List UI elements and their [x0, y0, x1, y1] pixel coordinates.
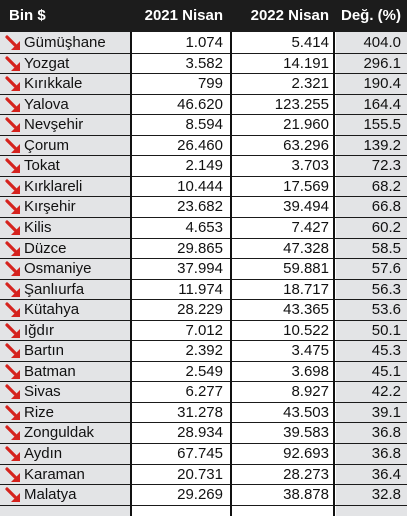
divider-1: [130, 32, 132, 516]
table-row: [0, 280, 407, 300]
value-2022: 8.927: [291, 383, 329, 401]
province-name: Rize: [24, 403, 55, 421]
province-name: Tokat: [24, 157, 60, 175]
divider-2: [230, 32, 232, 516]
change-percent: 32.8: [371, 486, 401, 504]
header-2022: 2022 Nisan: [250, 7, 329, 24]
value-2021: 46.620: [177, 95, 223, 113]
province-name: Kilis: [24, 218, 52, 236]
down-right-arrow-icon: [5, 220, 21, 236]
change-percent: 72.3: [371, 157, 401, 175]
down-right-arrow-icon: [5, 487, 21, 503]
province-name: Şanlıurfa: [24, 280, 85, 298]
down-right-arrow-icon: [5, 302, 21, 318]
header-name: Bin $: [9, 7, 46, 24]
table-header: [0, 0, 407, 32]
value-2022: 92.693: [283, 445, 329, 462]
value-2022: 2.321: [291, 75, 329, 93]
value-2022: 18.717: [283, 280, 329, 298]
value-2021: 67.745: [177, 445, 223, 462]
value-2021: 23.682: [177, 198, 223, 216]
table-row: [0, 465, 407, 485]
province-name: Düzce: [24, 239, 67, 257]
value-2021: 31.278: [177, 403, 223, 421]
change-percent: 45.3: [371, 342, 401, 360]
table-row: [0, 115, 407, 135]
province-name: Zonguldak: [24, 424, 95, 442]
value-2022: 21.960: [283, 116, 329, 134]
down-right-arrow-icon: [5, 117, 21, 133]
province-name: Batman: [24, 362, 76, 380]
change-percent: 50.1: [371, 321, 401, 339]
down-right-arrow-icon: [5, 97, 21, 113]
down-right-arrow-icon: [5, 179, 21, 195]
table-row: [0, 403, 407, 423]
down-right-arrow-icon: [5, 405, 21, 421]
change-percent: 42.2: [371, 383, 401, 401]
province-name: Çorum: [24, 136, 70, 154]
row-separator: [0, 505, 407, 506]
down-right-arrow-icon: [5, 323, 21, 339]
value-2021: 29.865: [177, 239, 223, 257]
province-name: Malatya: [24, 486, 77, 504]
table-row: [0, 444, 407, 464]
down-right-arrow-icon: [5, 425, 21, 441]
down-right-arrow-icon: [5, 76, 21, 92]
value-2022: 38.878: [283, 486, 329, 504]
down-right-arrow-icon: [5, 384, 21, 400]
value-2022: 5.414: [291, 34, 329, 51]
change-percent: 36.8: [371, 424, 401, 442]
value-2022: 39.583: [283, 424, 329, 442]
value-2022: 17.569: [283, 177, 329, 195]
change-percent: 155.5: [363, 116, 401, 134]
change-percent: 45.1: [371, 362, 401, 380]
header-change: Değ. (%): [341, 7, 401, 24]
province-name: Bartın: [24, 342, 65, 360]
value-2022: 3.703: [291, 157, 329, 175]
down-right-arrow-icon: [5, 446, 21, 462]
value-2022: 39.494: [283, 198, 329, 216]
table-row: [0, 239, 407, 259]
down-right-arrow-icon: [5, 467, 21, 483]
down-right-arrow-icon: [5, 56, 21, 72]
table-row: [0, 300, 407, 320]
value-2021: 2.549: [185, 362, 223, 380]
province-name: Nevşehir: [24, 116, 84, 134]
value-2022: 59.881: [283, 260, 329, 278]
province-name: Yozgat: [24, 54, 70, 72]
change-percent: 296.1: [363, 54, 401, 72]
province-name: Aydın: [24, 445, 63, 462]
table-row: [0, 341, 407, 361]
province-name: Kütahya: [24, 301, 80, 319]
change-percent: 53.6: [371, 301, 401, 319]
province-name: Gümüşhane: [24, 34, 106, 51]
value-2022: 3.475: [291, 342, 329, 360]
value-2021: 37.994: [177, 260, 223, 278]
value-2022: 47.328: [283, 239, 329, 257]
value-2021: 4.653: [185, 218, 223, 236]
value-2021: 6.277: [185, 383, 223, 401]
province-name: Kırşehir: [24, 198, 76, 216]
value-2021: 26.460: [177, 136, 223, 154]
value-2021: 1.074: [185, 34, 223, 51]
divider-3: [333, 32, 335, 516]
header-2021: 2021 Nisan: [144, 7, 223, 24]
down-right-arrow-icon: [5, 138, 21, 154]
down-right-arrow-icon: [5, 364, 21, 380]
table-row: [0, 382, 407, 402]
value-2021: 10.444: [177, 177, 223, 195]
table-row: [0, 321, 407, 341]
table-row: [0, 485, 407, 505]
change-percent: 66.8: [371, 198, 401, 216]
value-2021: 799: [197, 75, 223, 93]
table-row: [0, 74, 407, 94]
table-row: [0, 54, 407, 74]
value-2021: 2.149: [185, 157, 223, 175]
change-percent: 190.4: [363, 75, 401, 93]
change-percent: 164.4: [363, 95, 401, 113]
table-row: [0, 95, 407, 115]
down-right-arrow-icon: [5, 343, 21, 359]
table-row: [0, 33, 407, 53]
value-2021: 3.582: [185, 54, 223, 72]
table-row: [0, 197, 407, 217]
table-row: [0, 259, 407, 279]
value-2021: 28.934: [177, 424, 223, 442]
value-2022: 28.273: [283, 465, 329, 483]
change-percent: 36.4: [371, 465, 401, 483]
change-percent: 56.3: [371, 280, 401, 298]
province-name: Yalova: [24, 95, 69, 113]
value-2022: 14.191: [283, 54, 329, 72]
table-row: [0, 136, 407, 156]
change-percent: 39.1: [371, 403, 401, 421]
value-2022: 7.427: [291, 218, 329, 236]
value-2022: 3.698: [291, 362, 329, 380]
change-percent: 60.2: [371, 218, 401, 236]
province-name: Sivas: [24, 383, 61, 401]
value-2021: 28.229: [177, 301, 223, 319]
change-percent: 404.0: [363, 34, 401, 51]
table-row: [0, 423, 407, 443]
value-2021: 7.012: [185, 321, 223, 339]
down-right-arrow-icon: [5, 35, 21, 51]
province-name: Karaman: [24, 465, 85, 483]
change-percent: 57.6: [371, 260, 401, 278]
down-right-arrow-icon: [5, 241, 21, 257]
down-right-arrow-icon: [5, 261, 21, 277]
change-percent: 58.5: [371, 239, 401, 257]
change-percent: 68.2: [371, 177, 401, 195]
province-name: Osmaniye: [24, 260, 92, 278]
value-2021: 20.731: [177, 465, 223, 483]
province-name: Iğdır: [24, 321, 55, 339]
value-2021: 29.269: [177, 486, 223, 504]
down-right-arrow-icon: [5, 199, 21, 215]
value-2021: 2.392: [185, 342, 223, 360]
table-row: [0, 156, 407, 176]
province-name: Kırıkkale: [24, 75, 83, 93]
value-2022: 123.255: [274, 95, 329, 113]
table-row: [0, 218, 407, 238]
down-right-arrow-icon: [5, 282, 21, 298]
value-2022: 10.522: [283, 321, 329, 339]
change-percent: 139.2: [363, 136, 401, 154]
value-2022: 43.365: [283, 301, 329, 319]
province-name: Kırklareli: [24, 177, 83, 195]
down-right-arrow-icon: [5, 158, 21, 174]
change-percent: 36.8: [371, 445, 401, 462]
value-2022: 43.503: [283, 403, 329, 421]
table-row: [0, 177, 407, 197]
table-row: [0, 362, 407, 382]
value-2022: 63.296: [283, 136, 329, 154]
value-2021: 8.594: [185, 116, 223, 134]
value-2021: 11.974: [178, 280, 223, 298]
